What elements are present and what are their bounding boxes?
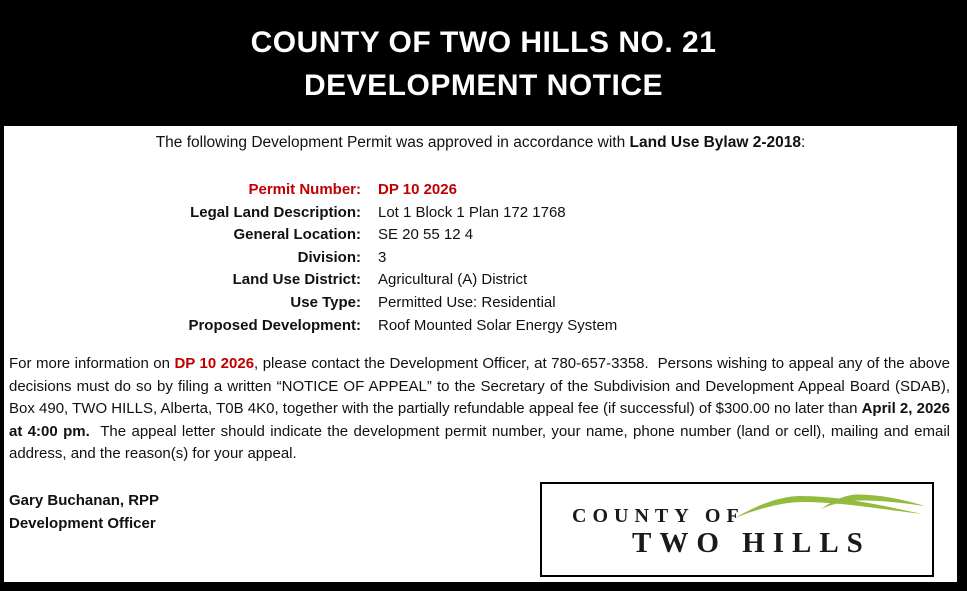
table-row [4, 202, 957, 225]
intro-bylaw-name: Land Use Bylaw 2-2018 [629, 134, 801, 151]
county-logo [540, 482, 934, 577]
table-row [4, 224, 957, 247]
intro-sentence [4, 133, 957, 153]
paragraph-segment: For more information on [9, 355, 175, 372]
signature-block [9, 489, 159, 535]
use-type-label: Use Type: [290, 293, 361, 311]
logo-two-hills-text: TWO HILLS [632, 527, 871, 559]
land-use-district-value: Agricultural (A) District [378, 271, 528, 289]
intro-text-after: : [801, 134, 806, 151]
legal-land-description-value: Lot 1 Block 1 Plan 172 1768 [378, 203, 566, 221]
general-location-label: General Location: [233, 226, 361, 244]
division-value: 3 [378, 248, 387, 266]
permit-number-value: DP 10 2026 [378, 181, 457, 198]
appeal-deadline: April 2, 2026 at 4:00 pm. [9, 400, 955, 440]
intro-text-before: The following Development Permit was approved in accordance with [155, 134, 630, 151]
proposed-development-value: Roof Mounted Solar Energy System [378, 316, 618, 334]
notice-header [0, 0, 967, 126]
land-use-district-label: Land Use District: [232, 271, 361, 289]
header-title-line1: COUNTY OF TWO HILLS NO. 21 [250, 26, 717, 59]
division-label: Division: [297, 248, 361, 266]
legal-land-description-label: Legal Land Description: [190, 203, 361, 221]
officer-name: Gary Buchanan, RPP [9, 492, 160, 509]
officer-title: Development Officer [9, 515, 156, 532]
table-row [4, 247, 957, 270]
permit-table [4, 179, 957, 337]
hills-swoosh-icon [729, 490, 929, 524]
table-row [4, 269, 957, 292]
permit-number-label: Permit Number: [248, 181, 361, 198]
notice-body [4, 126, 957, 582]
proposed-development-label: Proposed Development: [188, 316, 361, 334]
general-location-value: SE 20 55 12 4 [378, 226, 474, 244]
logo-county-of-text: COUNTY OF [572, 505, 745, 527]
paragraph-segment: , please contact the Development Officer, at 780-657-3358. Persons wishing to appeal any of the above decisions must do so by filing a written “NOTICE OF APPEAL” to the Secretary of the Subdivision and Development Appeal Board (SDAB), Box 490, TWO HILLS, Alberta, T0B 4K0, together with the partially refundable appeal fee (if successful) of $300.00 no later than [9, 355, 955, 418]
header-title-line2: DEVELOPMENT NOTICE [303, 69, 664, 102]
use-type-value: Permitted Use: Residential [378, 293, 556, 311]
table-row [4, 292, 957, 315]
paragraph-segment: The appeal letter should indicate the development permit number, your name, phone number (land or cell), mailing and email address, and the reason(s) for your appeal. [9, 422, 955, 463]
table-row [4, 315, 957, 338]
permit-number-inline: DP 10 2026 [174, 355, 255, 372]
appeal-paragraph [9, 353, 955, 466]
table-row [4, 179, 957, 202]
